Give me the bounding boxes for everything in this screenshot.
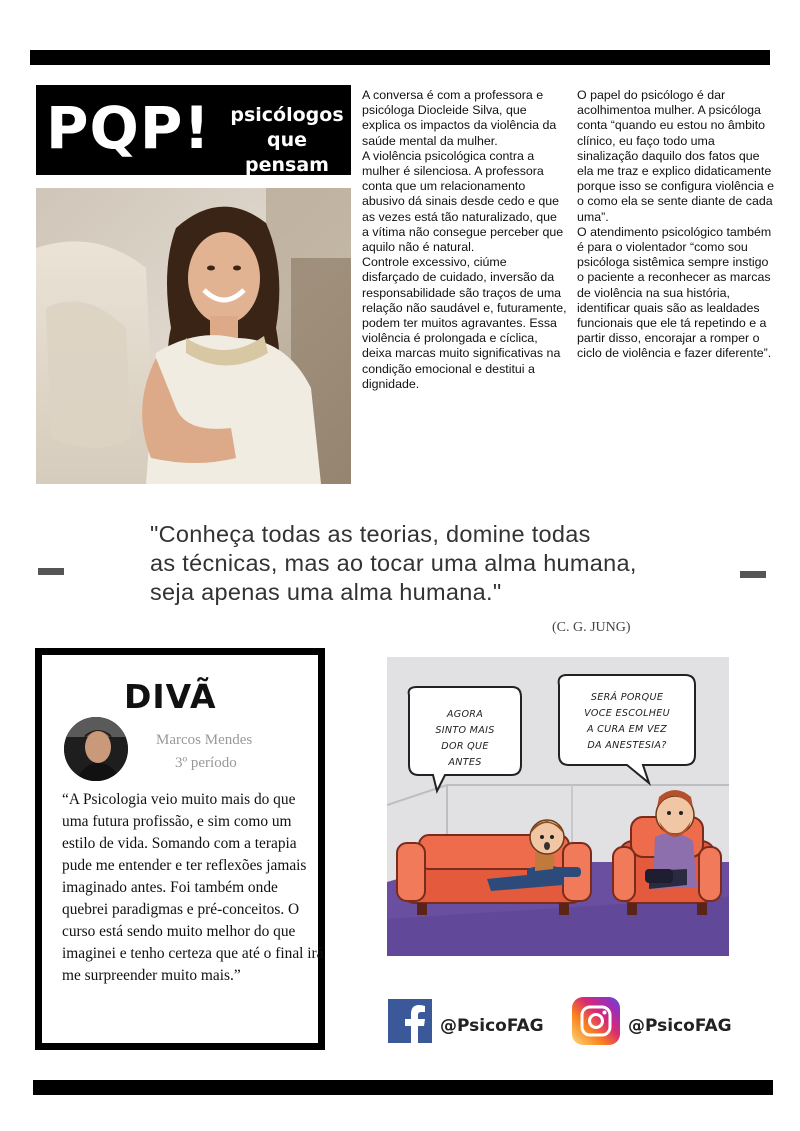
quote-line: seja apenas uma alma humana." [150, 579, 502, 605]
quote-author: (C. G. JUNG) [552, 620, 631, 635]
avatar [64, 717, 128, 781]
logo-subtitle-line2: que pensam [245, 129, 329, 176]
testimonial-text: “A Psicologia veio muito mais do que uma futura profissão, e sim como um estilo de vida. Somando com a terapia pude me entender e ter reflexões jamais imaginado antes. Foi também onde quebrei paradigmas e pré-conceitos. O curso está sendo muito melhor do que imaginei e tenho certeza que até o final irá me surpreender muito mais.” [62, 791, 324, 984]
article-paragraph: O atendimento psicológico também é para o violentador “como sou psicóloga sistêmica sempre instigo o paciente a reconhecer as marcas de violência na sua história, identificar quais são as lealdades funcionais que ele tá repetindo e a partir disso, encorajar a romper o ciclo de violência e fazer diferente”. [577, 224, 772, 361]
instagram-link[interactable] [572, 997, 732, 1045]
comic-bubble-right-line: A CURA EM VEZ [586, 724, 668, 735]
comic-bubble-right-line: DA ANESTESIA? [587, 740, 667, 751]
logo-subtitle [228, 103, 346, 178]
facebook-link[interactable] [388, 999, 544, 1043]
top-divider-bar [30, 50, 770, 65]
article-paragraph: O papel do psicólogo é dar acolhimentoa mulher. A psicóloga conta “quando eu estou no âmbito clínico, eu faço todo uma sinalização daquilo dos fatos que ela me traz e explico didaticamente porque isso se configura violência e o como ela se sente diante de cada uma”. [577, 88, 774, 224]
article-paragraph: A violência psicológica contra a mulher é silenciosa. A professora conta que um relacionamento abusivo dá sinais desde cedo e que as vezes está tão naturalizado, que a vítima não consegue perceber que aquilo não é natural. [362, 148, 564, 255]
quote-line: "Conheça todas as teorias, domine todas [150, 521, 591, 547]
author-name: Marcos Mendes [156, 732, 253, 748]
comic-bubble-left-line: ANTES [448, 757, 482, 768]
article-column-2 [577, 88, 777, 362]
comic-bubble-left-line: DOR QUE [441, 741, 489, 752]
therapy-comic [387, 657, 729, 956]
quote-dash-left [38, 568, 64, 575]
article-paragraph: A conversa é com a professora e psicóloga Diocleide Silva, que explica os impactos da violência da saúde mental da mulher. [362, 88, 557, 148]
comic-bubble-left-line: AGORA [446, 709, 484, 720]
comic-bubble-left-line: SINTO MAIS [435, 725, 495, 736]
instagram-handle: @PsicoFAG [628, 1016, 732, 1036]
diva-testimonial-box [35, 648, 325, 1050]
instagram-icon [572, 997, 620, 1045]
jung-quote [150, 520, 710, 607]
psychologist-photo [36, 188, 351, 484]
facebook-icon [388, 999, 432, 1043]
diva-title: DIVÃ [124, 677, 217, 716]
logo-subtitle-line1: psicólogos [230, 104, 344, 126]
comic-bubble-right-line: SERÁ PORQUE [590, 692, 664, 703]
logo-title: PQP! [46, 94, 211, 162]
pqp-logo [36, 85, 351, 175]
author-period: 3º período [175, 755, 237, 771]
facebook-handle: @PsicoFAG [440, 1016, 544, 1036]
quote-dash-right [740, 571, 766, 578]
comic-bubble-right-line: VOCE ESCOLHEU [584, 708, 670, 719]
bottom-divider-bar [33, 1080, 773, 1095]
article-paragraph: Controle excessivo, ciúme disfarçado de cuidado, inversão da responsabilidade são traços de uma relação não saudável e, futuramente, podem ter muitos agravantes. Essa violência é prolongada e cíclica, deixa marcas muito significativas na condição emocional e destitui a dignidade. [362, 255, 567, 391]
quote-line: as técnicas, mas ao tocar uma alma humana, [150, 550, 637, 576]
article-column-1 [362, 88, 567, 392]
